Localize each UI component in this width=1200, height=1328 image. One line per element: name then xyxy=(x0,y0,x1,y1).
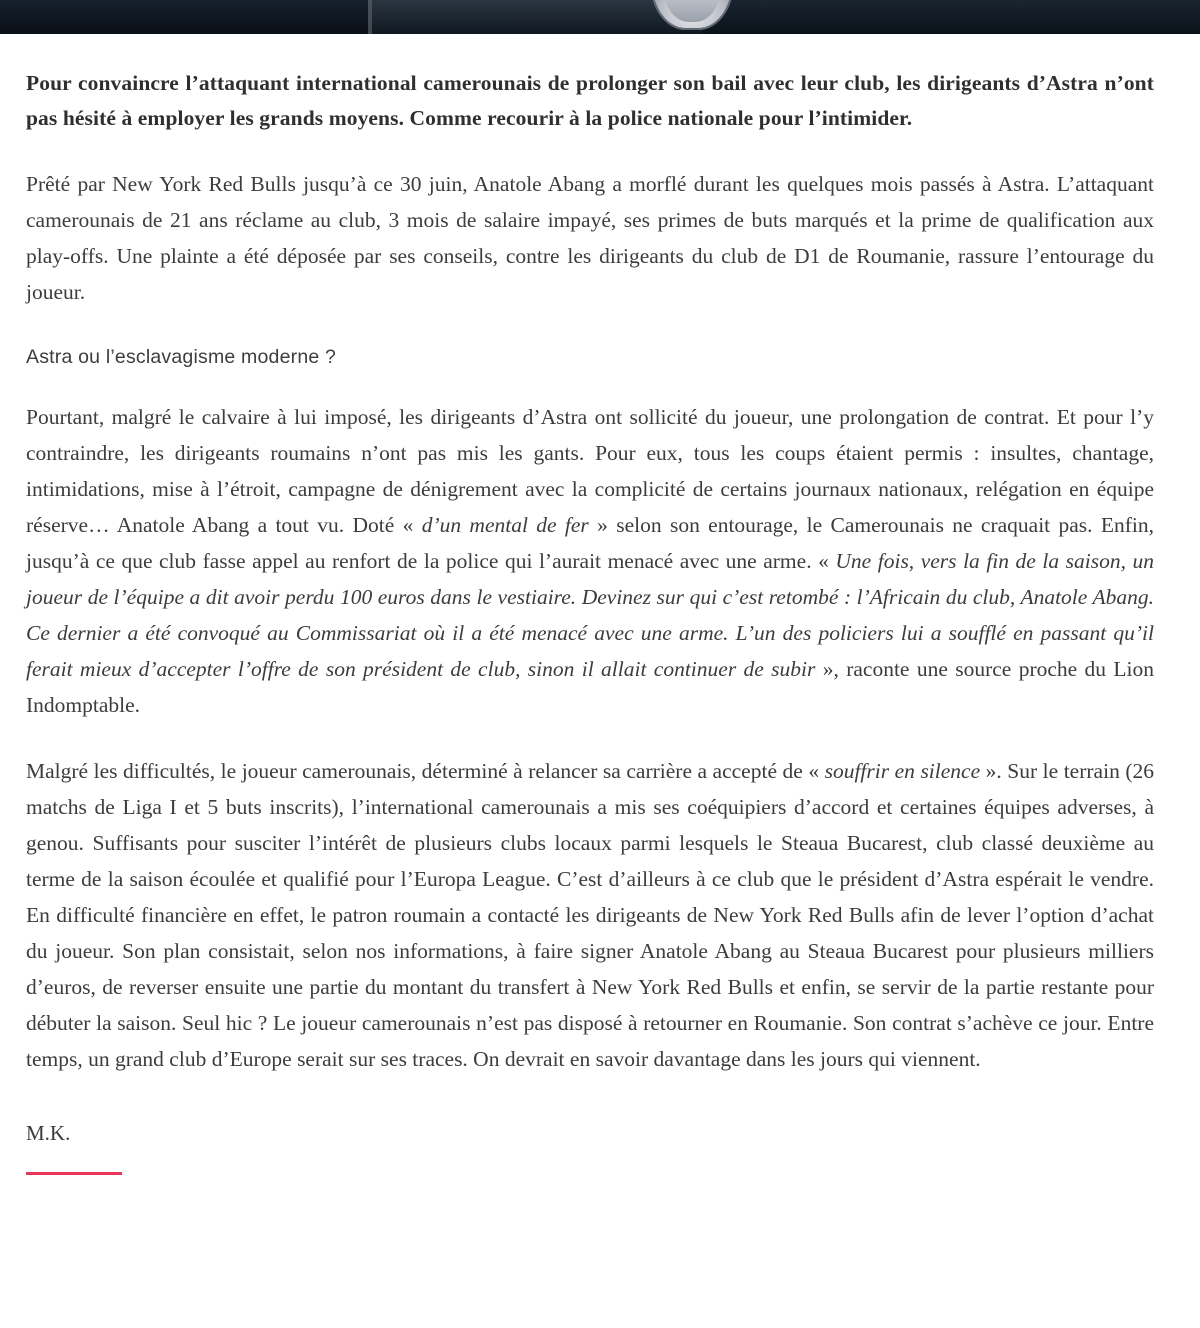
police-badge-inner xyxy=(664,0,720,22)
article-paragraph-3 xyxy=(26,753,1154,1077)
paragraph-2-quote-2: Une fois, vers la fin de la saison, un joueur de l’équipe a dit avoir perdu 100 euros dans le vestiaire. Devinez sur qui c’est retombé : l’Africain du club, Anatole Abang. Ce dernier a été convoqué au Commissariat où il a été menacé avec une arme. L’un des policiers lui a soufflé en passant qu’il ferait mieux d’accepter l’offre de son président de club, sinon il allait continuer de subir xyxy=(26,549,1154,681)
article-paragraph-1: Prêté par New York Red Bulls jusqu’à ce 30 juin, Anatole Abang a morflé durant les quelques mois passés à Astra. L’attaquant camerounais de 21 ans réclame au club, 3 mois de salaire impayé, ses primes de buts marqués et la prime de qualification aux play-offs. Une plainte a été déposée par ses conseils, contre les dirigeants du club de D1 de Roumanie, rassure l’entourage du joueur. xyxy=(26,172,1154,304)
article-content xyxy=(0,66,1200,1209)
paragraph-3-text-2: ». Sur le terrain (26 matchs de Liga I et 5 buts inscrits), l’international camerounais a mis ses coéquipiers d’accord et certaines équipes adverses, à genou. Suffisants pour susciter l’intérêt de plusieurs clubs locaux parmi lesquels le Steaua Bucarest, club classé deuxième au terme de la saison écoulée et qualifié pour l’Europa League. C’est d’ailleurs à ce club que le président d’Astra espérait le vendre. En difficulté financière en effet, le patron roumain a contacté les dirigeants de New York Red Bulls afin de lever l’option d’achat du joueur. Son plan consistait, selon nos informations, à faire signer Anatole Abang au Steaua Bucarest pour plusieurs milliers d’euros, de reverser ensuite une partie du montant du transfert à New York Red Bulls et enfin, se servir de la partie restante pour débuter la saison. Seul hic ? Le joueur camerounais n’est pas disposé à retourner en Roumanie. Son contrat s’achève ce jour. Entre temps, un grand club d’Europe serait sur ses traces. On devrait en savoir davantage dans les jours qui viennent. xyxy=(26,759,1154,1071)
paragraph-3-quote-1: souffrir en silence xyxy=(824,759,981,783)
hero-right-region xyxy=(702,0,1200,34)
paragraph-2-text-3: », raconte une source proche du Lion Indomptable. xyxy=(26,657,1154,717)
paragraph-3-text-1: Malgré les difficultés, le joueur camerounais, déterminé à relancer sa carrière a accepté de « xyxy=(26,759,825,783)
article-paragraph-2 xyxy=(26,399,1154,723)
bottom-spacer xyxy=(26,1175,1176,1209)
article-signature: M.K. xyxy=(26,1121,71,1145)
paragraph-2-quote-1: d’un mental de fer xyxy=(421,513,589,537)
hero-left-region xyxy=(0,0,372,34)
paragraph-2-text-1: Pourtant, malgré le calvaire à lui imposé, les dirigeants d’Astra ont sollicité du joueur, une prolongation de contrat. Et pour l’y contraindre, les dirigeants roumains n’ont pas mis les gants. Pour eux, tous les coups étaient permis : insultes, chantage, intimidations, mise à l’étroit, campagne de dénigrement avec la complicité de certains journaux nationaux, relégation en équipe réserve… Anatole Abang a tout vu. Doté « xyxy=(26,405,1154,537)
article-lede: Pour convaincre l’attaquant international camerounais de prolonger son bail avec leur club, les dirigeants d’Astra n’ont pas hésité à employer les grands moyens. Comme recourir à la police nationale pour l’intimider. xyxy=(26,71,1154,130)
hero-center-region xyxy=(372,0,702,34)
article-subheading: Astra ou l’esclavagisme moderne ? xyxy=(26,346,337,368)
paragraph-2-text-2: » selon son entourage, le Camerounais ne craquait pas. Enfin, jusqu’à ce que club fasse appel au renfort de la police qui l’aurait menacé avec une arme. « xyxy=(26,513,1154,573)
article-hero-image-crop xyxy=(0,0,1200,34)
